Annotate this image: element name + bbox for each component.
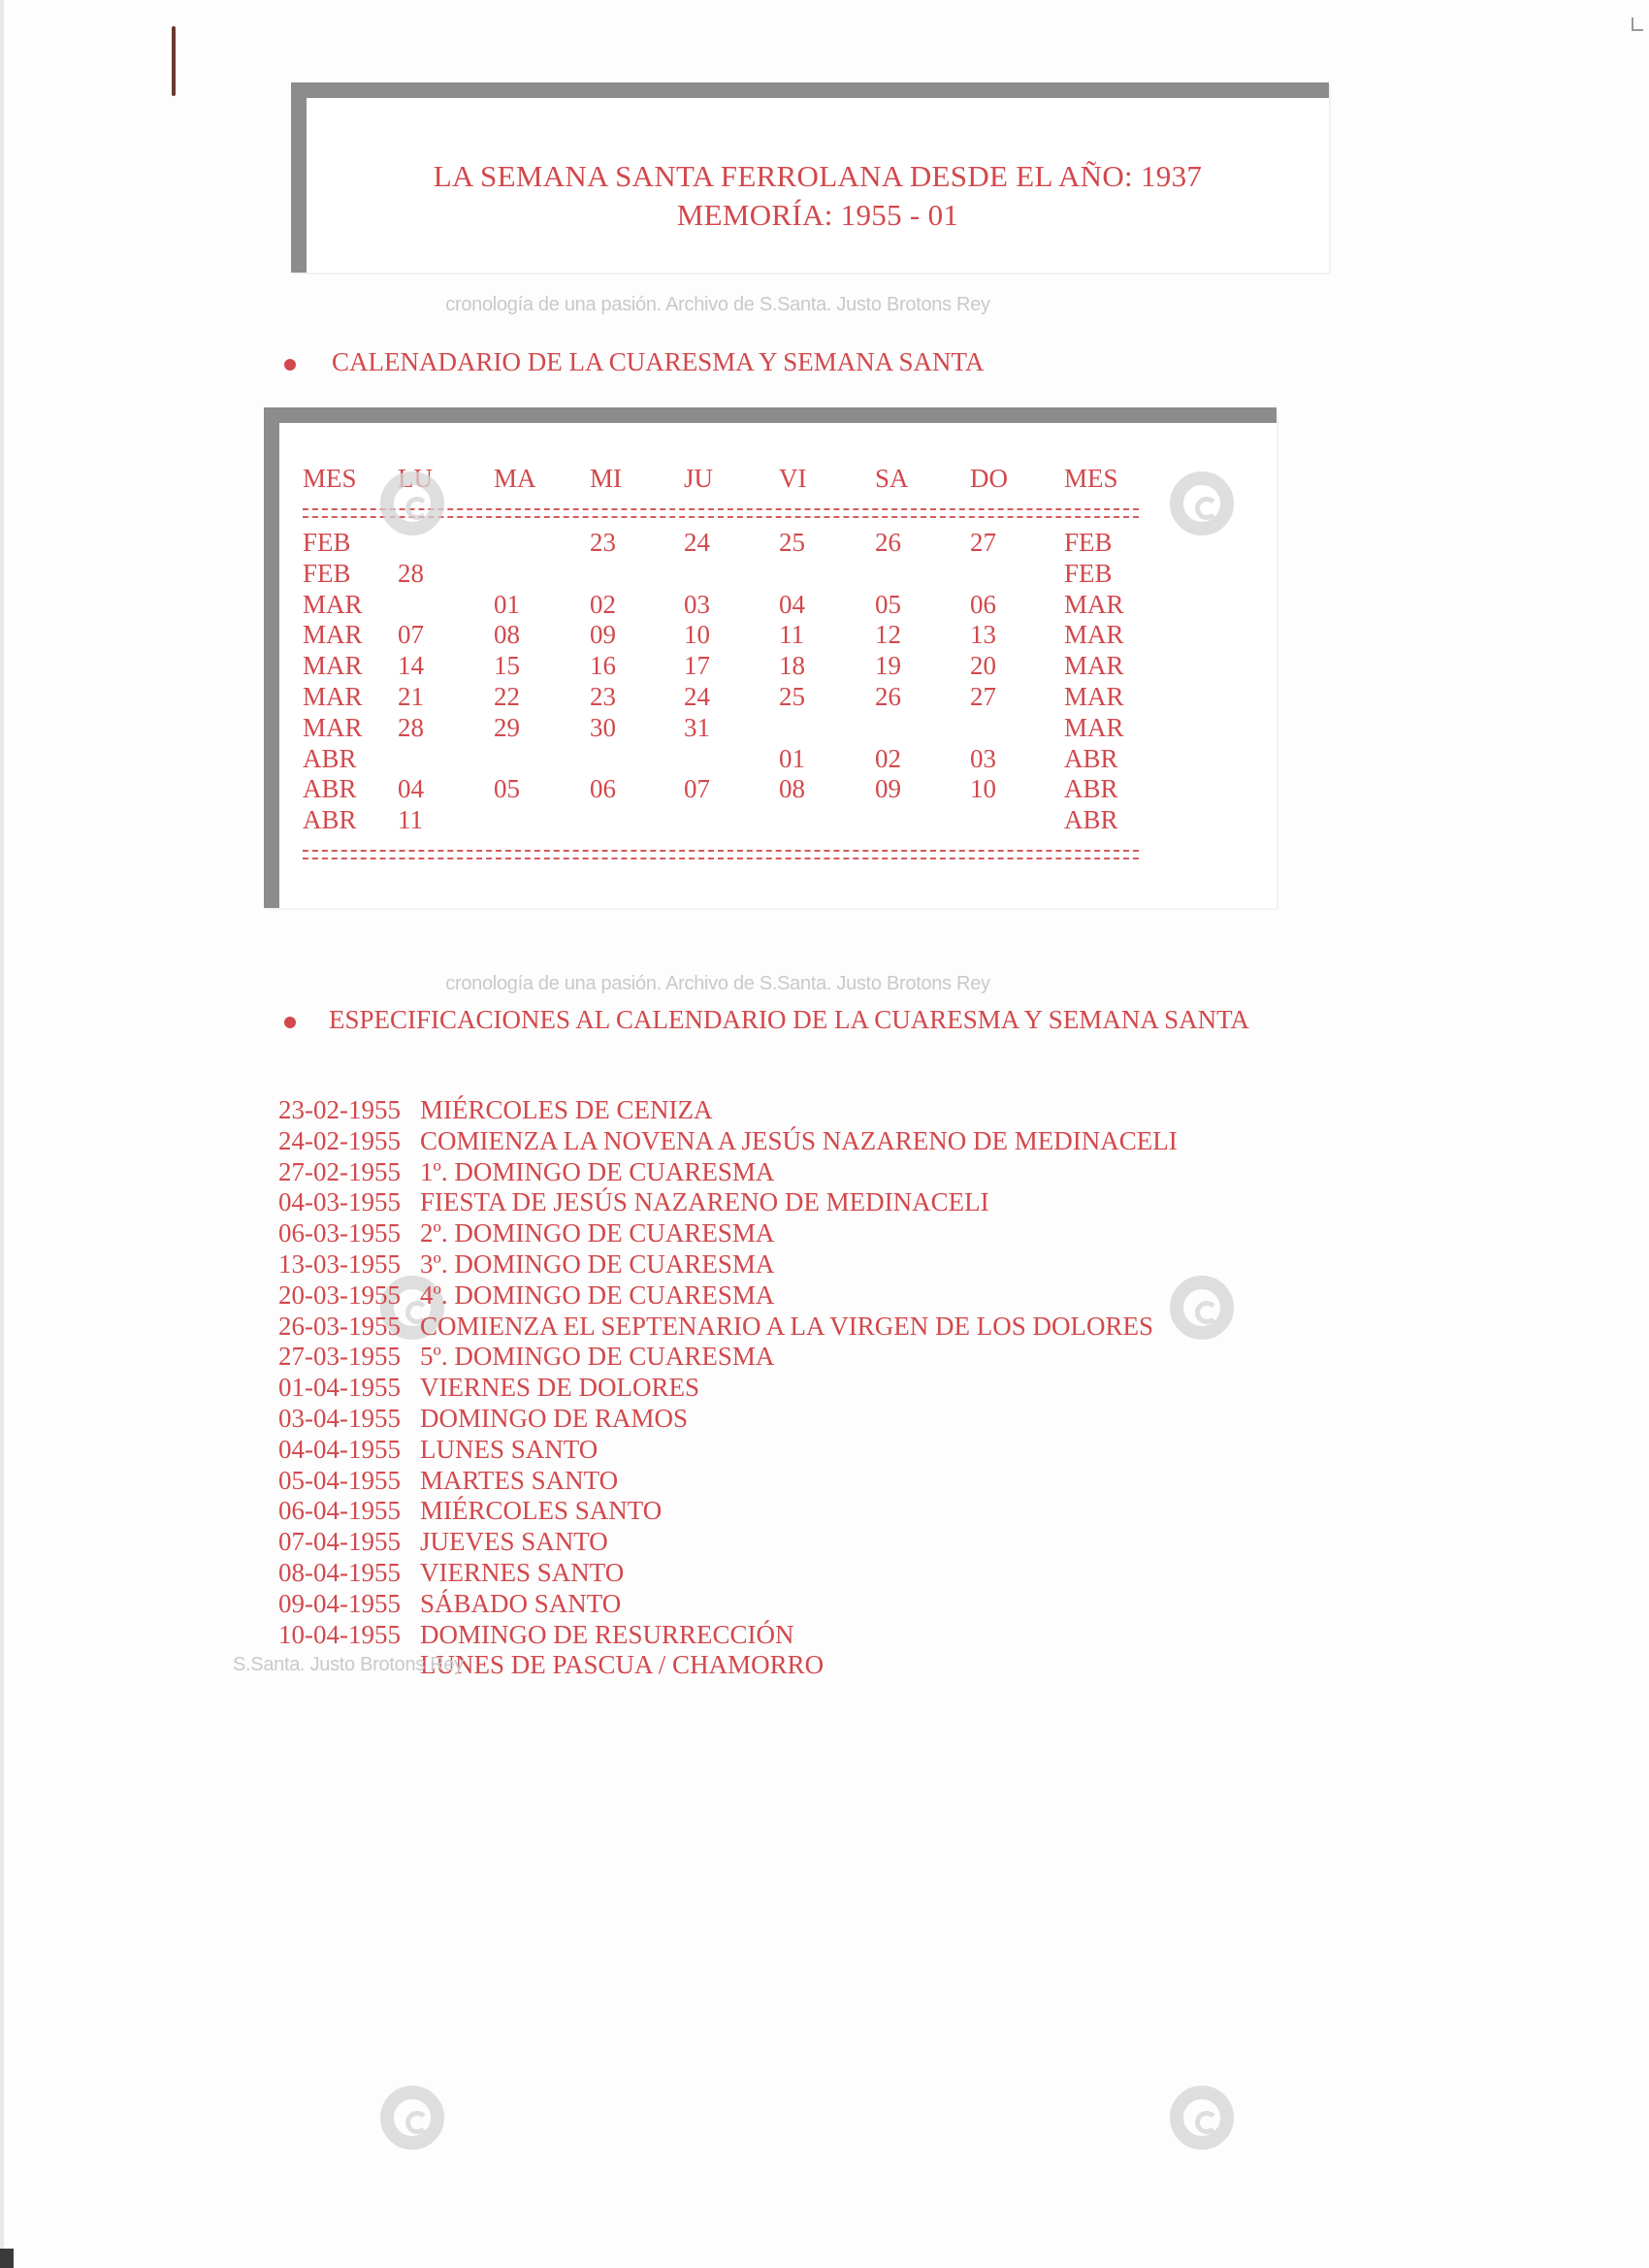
day-cell: 07 bbox=[398, 620, 424, 650]
month-cell: MAR bbox=[303, 651, 363, 681]
day-cell: 03 bbox=[684, 589, 710, 619]
specification-date: 01-04-1955 bbox=[278, 1373, 401, 1403]
page-edge bbox=[0, 0, 4, 2268]
specification-date: 24-02-1955 bbox=[278, 1125, 401, 1155]
scan-corner-mark bbox=[0, 2249, 14, 2268]
copyright-logo-icon bbox=[1170, 2086, 1234, 2150]
month-cell: MAR bbox=[1064, 682, 1124, 711]
specification-text: 5º. DOMINGO DE CUARESMA bbox=[420, 1342, 775, 1372]
specification-date: 27-02-1955 bbox=[278, 1156, 401, 1186]
day-cell: 28 bbox=[398, 558, 424, 588]
specification-date: 26-03-1955 bbox=[278, 1311, 401, 1341]
specification-text: MIÉRCOLES DE CENIZA bbox=[420, 1095, 713, 1124]
specification-date: 23-02-1955 bbox=[278, 1095, 401, 1124]
specification-text: COMIENZA LA NOVENA A JESÚS NAZARENO DE MEDINACELI bbox=[420, 1125, 1178, 1155]
copyright-logo-icon bbox=[380, 471, 444, 535]
month-cell: ABR bbox=[303, 774, 357, 804]
day-cell: 17 bbox=[684, 651, 710, 681]
day-cell: 23 bbox=[590, 682, 616, 711]
month-cell: ABR bbox=[303, 743, 357, 773]
month-cell: MAR bbox=[1064, 712, 1124, 742]
specification-text: LUNES SANTO bbox=[420, 1434, 598, 1464]
specifications-section-title: ESPECIFICACIONES AL CALENDARIO DE LA CUARESMA Y SEMANA SANTA bbox=[329, 1005, 1249, 1034]
month-cell: MAR bbox=[303, 682, 363, 711]
calendar-section-title: CALENADARIO DE LA CUARESMA Y SEMANA SANTA bbox=[332, 347, 985, 376]
day-cell: 02 bbox=[875, 743, 901, 773]
specification-date: 07-04-1955 bbox=[278, 1527, 401, 1557]
day-cell: 19 bbox=[875, 651, 901, 681]
specification-text: DOMINGO DE RESURRECCIÓN bbox=[420, 1619, 794, 1649]
month-cell: MAR bbox=[1064, 589, 1124, 619]
day-cell: 10 bbox=[684, 620, 710, 650]
watermark-text: cronología de una pasión. Archivo de S.Santa. Justo Brotons Rey bbox=[445, 294, 990, 315]
page-subtitle: MEMORÍA: 1955 - 01 bbox=[676, 198, 959, 232]
specification-date: 27-03-1955 bbox=[278, 1342, 401, 1372]
day-cell: 26 bbox=[875, 528, 901, 557]
day-cell: 26 bbox=[875, 682, 901, 711]
specification-text: JUEVES SANTO bbox=[420, 1527, 608, 1557]
day-cell: 01 bbox=[779, 743, 805, 773]
specification-date: 04-03-1955 bbox=[278, 1187, 401, 1217]
day-cell: 07 bbox=[684, 774, 710, 804]
day-cell: 09 bbox=[875, 774, 901, 804]
specification-text: DOMINGO DE RAMOS bbox=[420, 1404, 689, 1433]
month-cell: FEB bbox=[1064, 558, 1113, 588]
day-cell: 08 bbox=[494, 620, 520, 650]
month-cell: MAR bbox=[303, 712, 363, 742]
day-cell: 24 bbox=[684, 682, 710, 711]
specification-text: MIÉRCOLES SANTO bbox=[420, 1496, 663, 1526]
day-cell: 11 bbox=[398, 805, 423, 835]
specification-text: 3º. DOMINGO DE CUARESMA bbox=[420, 1249, 775, 1279]
month-cell: ABR bbox=[1064, 774, 1118, 804]
month-cell: MAR bbox=[303, 620, 363, 650]
specification-date: 13-03-1955 bbox=[278, 1249, 401, 1279]
month-cell: FEB bbox=[1064, 528, 1113, 557]
month-cell: FEB bbox=[303, 558, 351, 588]
specification-text: LUNES DE PASCUA / CHAMORRO bbox=[420, 1650, 824, 1680]
day-cell: 27 bbox=[970, 528, 996, 557]
specification-date: 09-04-1955 bbox=[278, 1588, 401, 1618]
month-cell: ABR bbox=[1064, 743, 1118, 773]
paper-scratch-mark bbox=[172, 26, 176, 96]
specification-date: 06-04-1955 bbox=[278, 1496, 401, 1526]
day-cell: 25 bbox=[779, 682, 805, 711]
watermark-text-partial: S.Santa. Justo Brotons Rey bbox=[233, 1654, 464, 1675]
month-cell: MAR bbox=[303, 589, 363, 619]
specification-text: 1º. DOMINGO DE CUARESMA bbox=[420, 1156, 775, 1186]
day-cell: 18 bbox=[779, 651, 805, 681]
day-cell: 27 bbox=[970, 682, 996, 711]
day-cell: VI bbox=[779, 464, 807, 493]
month-cell: FEB bbox=[303, 528, 351, 557]
month-cell: ABR bbox=[1064, 805, 1118, 835]
month-cell: MAR bbox=[1064, 620, 1124, 650]
day-cell: 03 bbox=[970, 743, 996, 773]
day-cell: 04 bbox=[779, 589, 805, 619]
day-cell: 12 bbox=[875, 620, 901, 650]
specification-date: 03-04-1955 bbox=[278, 1404, 401, 1433]
specification-text: COMIENZA EL SEPTENARIO A LA VIRGEN DE LOS DOLORES bbox=[420, 1311, 1154, 1341]
day-cell: 29 bbox=[494, 712, 520, 742]
day-cell: 09 bbox=[590, 620, 616, 650]
specification-date: 05-04-1955 bbox=[278, 1465, 401, 1495]
specification-date: 20-03-1955 bbox=[278, 1280, 401, 1310]
title-box bbox=[291, 82, 1329, 273]
month-cell: MES bbox=[1064, 464, 1118, 493]
day-cell: 30 bbox=[590, 712, 616, 742]
day-cell: 14 bbox=[398, 651, 424, 681]
specification-text: VIERNES SANTO bbox=[420, 1558, 625, 1587]
day-cell: 05 bbox=[875, 589, 901, 619]
month-cell: MAR bbox=[1064, 651, 1124, 681]
day-cell: DO bbox=[970, 464, 1008, 493]
day-cell: JU bbox=[684, 464, 714, 493]
day-cell: LU bbox=[398, 464, 433, 493]
specification-date: 10-04-1955 bbox=[278, 1619, 401, 1649]
day-cell: 10 bbox=[970, 774, 996, 804]
corner-tick bbox=[1632, 29, 1643, 31]
day-cell: 16 bbox=[590, 651, 616, 681]
specification-text: MARTES SANTO bbox=[420, 1465, 619, 1495]
day-cell: SA bbox=[875, 464, 909, 493]
specification-date: 06-03-1955 bbox=[278, 1218, 401, 1248]
day-cell: 04 bbox=[398, 774, 424, 804]
day-cell: 02 bbox=[590, 589, 616, 619]
watermark-text: cronología de una pasión. Archivo de S.Santa. Justo Brotons Rey bbox=[445, 973, 990, 994]
day-cell: 08 bbox=[779, 774, 805, 804]
copyright-logo-icon bbox=[1170, 1276, 1234, 1340]
day-cell: 06 bbox=[970, 589, 996, 619]
day-cell: 01 bbox=[494, 589, 520, 619]
day-cell: 22 bbox=[494, 682, 520, 711]
day-cell: 06 bbox=[590, 774, 616, 804]
page-title: LA SEMANA SANTA FERROLANA DESDE EL AÑO: 1937 bbox=[433, 159, 1203, 193]
copyright-logo-icon bbox=[380, 2086, 444, 2150]
copyright-logo-icon bbox=[1170, 471, 1234, 535]
specification-text: SÁBADO SANTO bbox=[420, 1588, 622, 1618]
specification-text: 4º. DOMINGO DE CUARESMA bbox=[420, 1280, 775, 1310]
month-cell: ABR bbox=[303, 805, 357, 835]
day-cell: 25 bbox=[779, 528, 805, 557]
calendar-rule-bottom bbox=[303, 850, 1139, 859]
day-cell: MI bbox=[590, 464, 622, 493]
day-cell: 23 bbox=[590, 528, 616, 557]
day-cell: MA bbox=[494, 464, 536, 493]
bullet-icon bbox=[284, 1017, 296, 1028]
day-cell: 24 bbox=[684, 528, 710, 557]
day-cell: 28 bbox=[398, 712, 424, 742]
day-cell: 11 bbox=[779, 620, 804, 650]
bullet-icon bbox=[284, 359, 296, 371]
day-cell: 13 bbox=[970, 620, 996, 650]
specification-date: 08-04-1955 bbox=[278, 1558, 401, 1587]
specification-text: 2º. DOMINGO DE CUARESMA bbox=[420, 1218, 775, 1248]
specification-text: VIERNES DE DOLORES bbox=[420, 1373, 699, 1403]
day-cell: 31 bbox=[684, 712, 710, 742]
month-cell: MES bbox=[303, 464, 357, 493]
day-cell: 15 bbox=[494, 651, 520, 681]
specification-text: FIESTA DE JESÚS NAZARENO DE MEDINACELI bbox=[420, 1187, 989, 1217]
day-cell: 21 bbox=[398, 682, 424, 711]
day-cell: 20 bbox=[970, 651, 996, 681]
day-cell: 05 bbox=[494, 774, 520, 804]
specification-date: 04-04-1955 bbox=[278, 1434, 401, 1464]
